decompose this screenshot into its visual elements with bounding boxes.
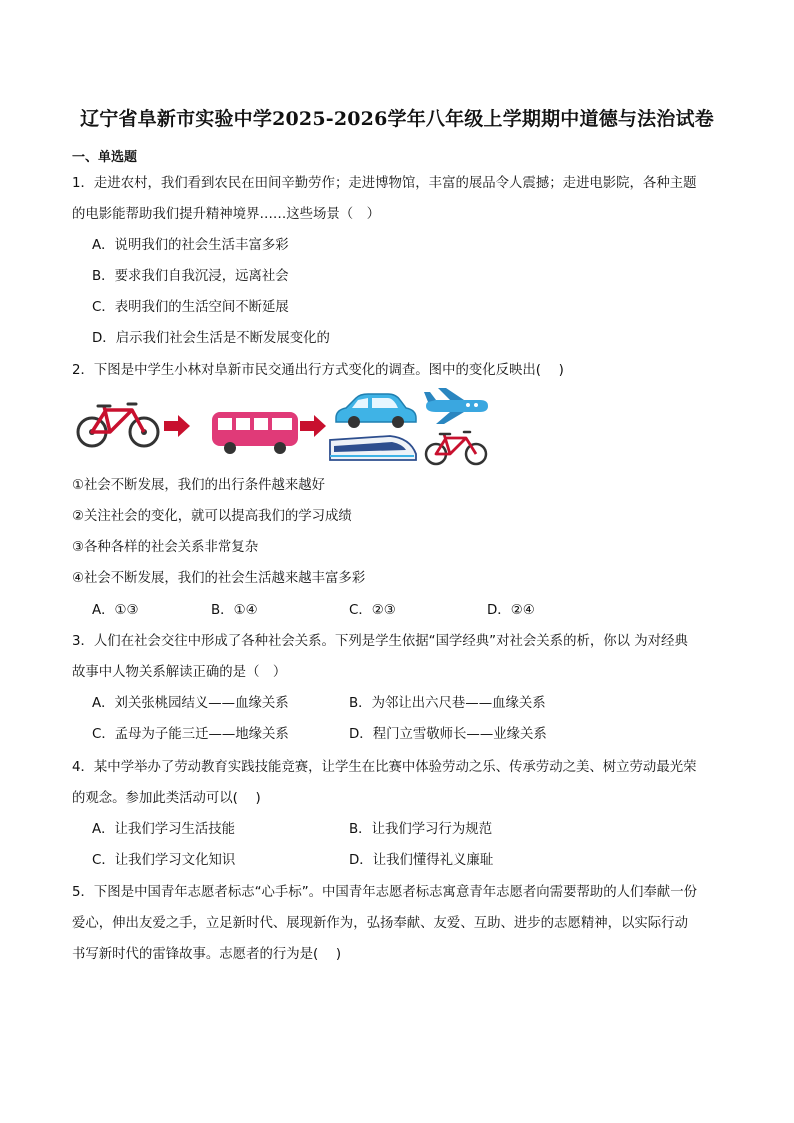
q4-option-d[interactable]: D．让我们懂得礼义廉耻 (349, 853, 494, 868)
q2-statement-4: ④社会不断发展，我们的社会生活越来越丰富多彩 (72, 571, 366, 586)
airplane-icon (424, 388, 488, 424)
arrow-right-icon (300, 415, 326, 437)
car-icon (336, 394, 416, 428)
q3-option-c[interactable]: C．孟母为子能三迁——地缘关系 (92, 727, 289, 742)
q3-option-a[interactable]: A．刘关张桃园结义——血缘关系 (92, 696, 289, 711)
arrow-right-icon (164, 415, 190, 437)
q1-option-d[interactable]: D．启示我们社会生活是不断发展变化的 (92, 331, 330, 346)
section-heading: 一、单选题 (72, 150, 138, 165)
q2-option-d[interactable]: D．②④ (487, 603, 535, 618)
bicycle-icon (426, 432, 486, 464)
q2-option-a[interactable]: A．①③ (92, 603, 139, 618)
q3-line-1: 3．人们在社会交往中形成了各种社会关系。下列是学生依据“国学经典”对社会关系的析，你以 为对经典 (72, 634, 688, 649)
q3-option-d[interactable]: D．程门立雪敬师长——业缘关系 (349, 727, 547, 742)
q3-option-b[interactable]: B．为邻让出六尺巷——血缘关系 (349, 696, 546, 711)
page-title: 辽宁省阜新市实验中学2025-2026学年八年级上学期期中道德与法治试卷 (80, 108, 714, 130)
q1-line-2: 的电影能帮助我们提升精神境界……这些场景（ ） (72, 207, 380, 222)
q5-line-1: 5．下图是中国青年志愿者标志“心手标”。中国青年志愿者标志寓意青年志愿者向需要帮助的人们奉献一份 (72, 885, 697, 900)
q4-option-a[interactable]: A．让我们学习生活技能 (92, 822, 236, 837)
q2-option-b[interactable]: B．①④ (211, 603, 258, 618)
q2-line-1: 2．下图是中学生小林对阜新市民交通出行方式变化的调查。图中的变化反映出( ) (72, 363, 564, 378)
q2-option-c[interactable]: C．②③ (349, 603, 396, 618)
q4-option-b[interactable]: B．让我们学习行为规范 (349, 822, 493, 837)
q1-option-b[interactable]: B．要求我们自我沉浸，远离社会 (92, 269, 289, 284)
q5-line-2: 爱心，伸出友爱之手，立足新时代、展现新作为，弘扬奉献、友爱、互助、进步的志愿精神，以实际行动 (72, 916, 688, 931)
q4-line-1: 4．某中学举办了劳动教育实践技能竞赛，让学生在比赛中体验劳动之乐、传承劳动之美、树立劳动最光荣 (72, 760, 697, 775)
train-icon (330, 436, 416, 460)
q3-line-2: 故事中人物关系解读正确的是（ ） (72, 665, 287, 680)
q2-statement-2: ②关注社会的变化，就可以提高我们的学习成绩 (72, 509, 352, 524)
q4-line-2: 的观念。参加此类活动可以( ) (72, 791, 261, 806)
q2-statement-1: ①社会不断发展，我们的出行条件越来越好 (72, 478, 326, 493)
q2-statement-3: ③各种各样的社会关系非常复杂 (72, 540, 259, 555)
q4-option-c[interactable]: C．让我们学习文化知识 (92, 853, 236, 868)
q5-line-3: 书写新时代的雷锋故事。志愿者的行为是( ) (72, 947, 342, 962)
bicycle-icon (78, 404, 158, 446)
q1-option-a[interactable]: A．说明我们的社会生活丰富多彩 (92, 238, 289, 253)
transport-figure (72, 388, 492, 468)
bus-icon (212, 412, 298, 454)
q1-option-c[interactable]: C．表明我们的生活空间不断延展 (92, 300, 289, 315)
q1-line-1: 1．走进农村，我们看到农民在田间辛勤劳作；走进博物馆，丰富的展品令人震撼；走进电影院，各种主题 (72, 176, 697, 191)
